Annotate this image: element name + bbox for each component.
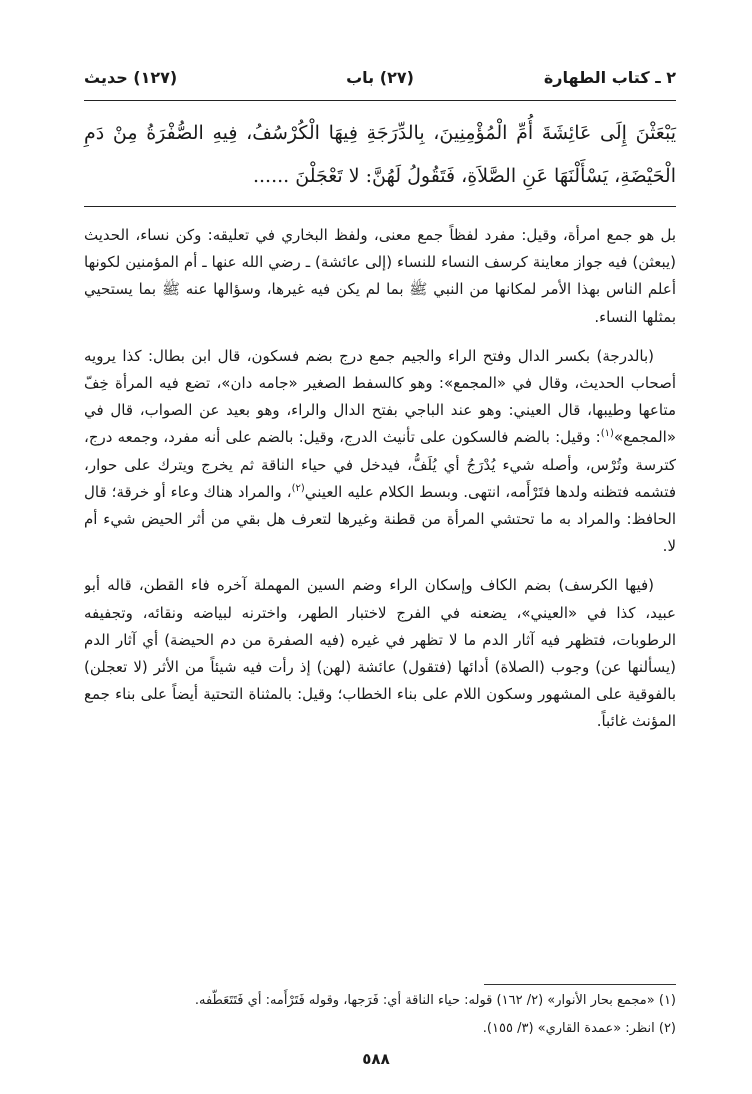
commentary-paragraph-1: بل هو جمع امرأة، وقيل: مفرد لفظاً جمع معنى، ولفظ البخاري في تعليقه: وكن نساء، الحديث (يبعثن) فيه جواز معاينة كرسف النساء للنساء (إلى عائشة) ـ رضي الله عنها ـ أم المؤمنين لكونها أعلم الناس بهذا الأمر لمكانها من النبي ﷺ بما لم يكن فيه غيرها، وسؤالها عنه ﷺ بما يستحيي بمثلها النساء. [84, 226, 676, 326]
commentary-paragraph-2 [84, 343, 676, 561]
footnote-ref-2[interactable]: (٢) [291, 482, 305, 494]
footnote-divider [484, 984, 676, 985]
commentary-paragraph-2-part-c: ، والمراد هناك وعاء أو خرقة؛ قال الحافظ: والمراد به ما تحتشي المرأة من قطنة وغيرها لتعرف هل بقي من أثر الحيض شيء أم لا. [84, 482, 676, 556]
header-divider [84, 100, 676, 101]
running-header [84, 68, 676, 98]
chapter-title: (٢٧) باب [346, 68, 414, 87]
hadith-number: (١٢٧) حديث [84, 68, 178, 87]
footnote-ref-1[interactable]: (١) [600, 428, 614, 440]
commentary-paragraph-2-part-b: : وقيل: بالضم فالسكون على تأنيث الدرج، وقيل: بالضم على أنه مفرد، وجمعه درج، كترسة وتُرْس، وأصله شيء يُدْرَجُ أي يُلَفُّ، فيدخل في حياء الناقة ثم يخرج ويترك على حوار، فتشمه فتظنه ولدها فتَرْأَمه، انتهى. وبسط الكلام عليه العيني [84, 428, 676, 501]
footnote-2: (٢) انظر: «عمدة القاري» (٣/ ١٥٥). [482, 1021, 676, 1036]
commentary-paragraph-2-part-a: (بالدرجة) بكسر الدال وفتح الراء والجيم جمع درج بضم فسكون، قال ابن بطال: كذا يرويه أصحاب الحديث، وقال في «المجمع»: وهو كالسفط الصغير «جامه دان»، تضع فيه المرأة خِفّ متاعها وطيبها، قال العيني: وهو عند الباجي بفتح الدال والراء، وهو بعيد عن الصواب، قال في «المجمع» [84, 346, 676, 447]
commentary [84, 222, 676, 808]
page-number: ٥٨٨ [362, 1050, 390, 1068]
footnotes [84, 990, 676, 1046]
hadith-text: يَبْعَثْنَ إِلَى عَائِشَةَ أُمِّ الْمُؤْمِنِينَ، بِالدِّرَجَةِ فِيهَا الْكُرْسُفُ، فِيهِ الصُّفْرَةُ مِنْ دَمِ الْحَيْضَةِ، يَسْأَلْنَهَا عَنِ الصَّلاَةِ، فَتَقُولُ لَهُنَّ: لا تَعْجَلْنَ ...... [84, 122, 676, 187]
commentary-paragraph-3: (فيها الكرسف) بضم الكاف وإسكان الراء وضم السين المهملة آخره فاء القطن، قاله أبو عبيد، كذا في «العيني»، يضعنه في الفرج لاختبار الطهر، واخترنه لبياضه ونقائه، وتجفيفه الرطوبات، فتظهر فيه آثار الدم ما لا تظهر في غيره (فيه الصفرة من دم الحيضة) أي آثار الدم (يسألنها عن) وجوب (الصلاة) أدائها (فتقول) عائشة (لهن) إذ رأت فيه شيئاً من الأثر (لا تعجلن) بالفوقية على المشهور وسكون اللام على بناء الخطاب؛ وقيل: بالمثناة التحتية أيضاً على بناء جمع المؤنث غائباً. [84, 576, 676, 731]
matn-divider [84, 206, 676, 207]
footnote-1: (١) «مجمع بحار الأنوار» (٢/ ١٦٢) قوله: حياء الناقة أي: فَرَجها، وقوله فَتَرْأَمه: أي فَتَتَعَطّفه. [194, 993, 676, 1008]
book-title: ٢ ـ كتاب الطهارة [543, 68, 676, 87]
